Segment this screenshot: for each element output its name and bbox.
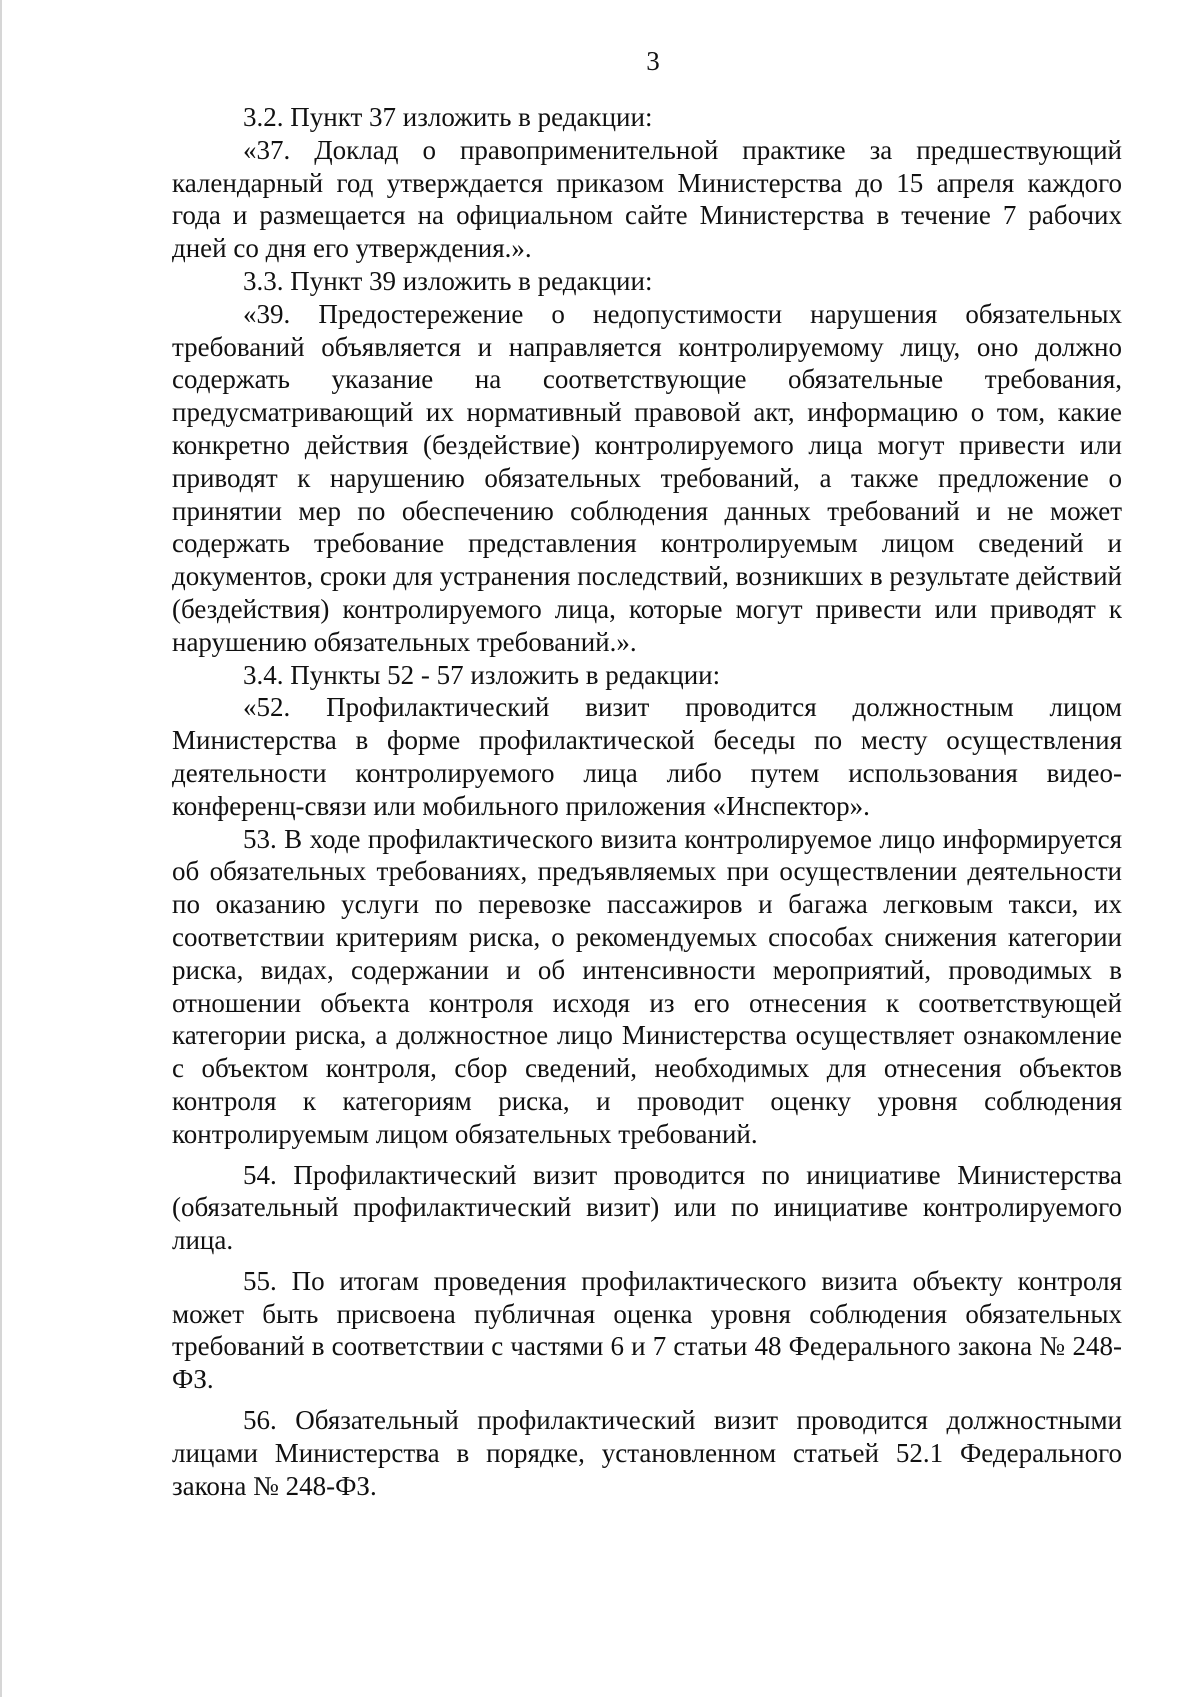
document-body (172, 101, 1122, 1502)
paragraph-55: 55. По итогам проведения профилактического визита объекту контроля может быть присвоена публичная оценка уровня соблюдения обязательных требований в соответствии с частями 6 и 7 статьи 48 Федерального закона № 248-ФЗ. (172, 1265, 1122, 1395)
page-number: 3 (646, 46, 660, 76)
paragraph-54: 54. Профилактический визит проводится по инициативе Министерства (обязательный профилактический визит) или по инициативе контролируемого лица. (172, 1159, 1122, 1256)
paragraph-56: 56. Обязательный профилактический визит проводится должностными лицами Министерства в порядке, установленном статьей 52.1 Федерального закона № 248-ФЗ. (172, 1405, 1122, 1501)
paragraph-39: «39. Предостережение о недопустимости нарушения обязательных требований объявляется и направляется контролируемому лицу, оно должно содержать указание на соответствующие обязательные требования, предусматривающий их нормативный правовой акт, информацию о том, какие конкретно действия (бездействие) контролируемого лица могут привести или приводят к нарушению обязательных требований, а также предложение о принятии мер по обеспечению соблюдения данных требований и не может содержать требование представления контролируемым лицом сведений и документов, сроки для устранения последствий, возникших в результате действий (бездействия) контролируемого лица, которые могут привести или приводят к нарушению обязательных требований.». (172, 298, 1122, 657)
paragraph-3-4: 3.4. Пункты 52 - 57 изложить в редакции: (243, 659, 721, 690)
scan-edge (0, 0, 2, 1697)
paragraph-3-3: 3.3. Пункт 39 изложить в редакции: (243, 265, 653, 296)
paragraph-3-2: 3.2. Пункт 37 изложить в редакции: (243, 102, 653, 132)
paragraph-53: 53. В ходе профилактического визита контролируемое лицо информируется об обязательных требованиях, предъявляемых при осуществлении деятельности по оказанию услуги по перевозке пассажиров и багажа легковым такси, их соответствии критериям риска, о рекомендуемых способах снижения категории риска, видах, содержании и об интенсивности мероприятий, проводимых в отношении объекта контроля исходя из его отнесения к соответствующей категории риска, а должностное лицо Министерства осуществляет ознакомление с объектом контроля, сбор сведений, необходимых для отнесения объектов контроля к категориям риска, и проводит оценку уровня соблюдения контролируемым лицом обязательных требований. (172, 823, 1122, 1149)
paragraph-37: «37. Доклад о правоприменительной практике за предшествующий календарный год утверждается приказом Министерства до 15 апреля каждого года и размещается на официальном сайте Министерства в течение 7 рабочих дней со дня его утверждения.». (172, 134, 1122, 264)
paragraph-52: «52. Профилактический визит проводится должностным лицом Министерства в форме профилактической беседы по месту осуществления деятельности контролируемого лица либо путем использования видео-конференц-связи или мобильного приложения «Инспектор». (172, 692, 1122, 821)
